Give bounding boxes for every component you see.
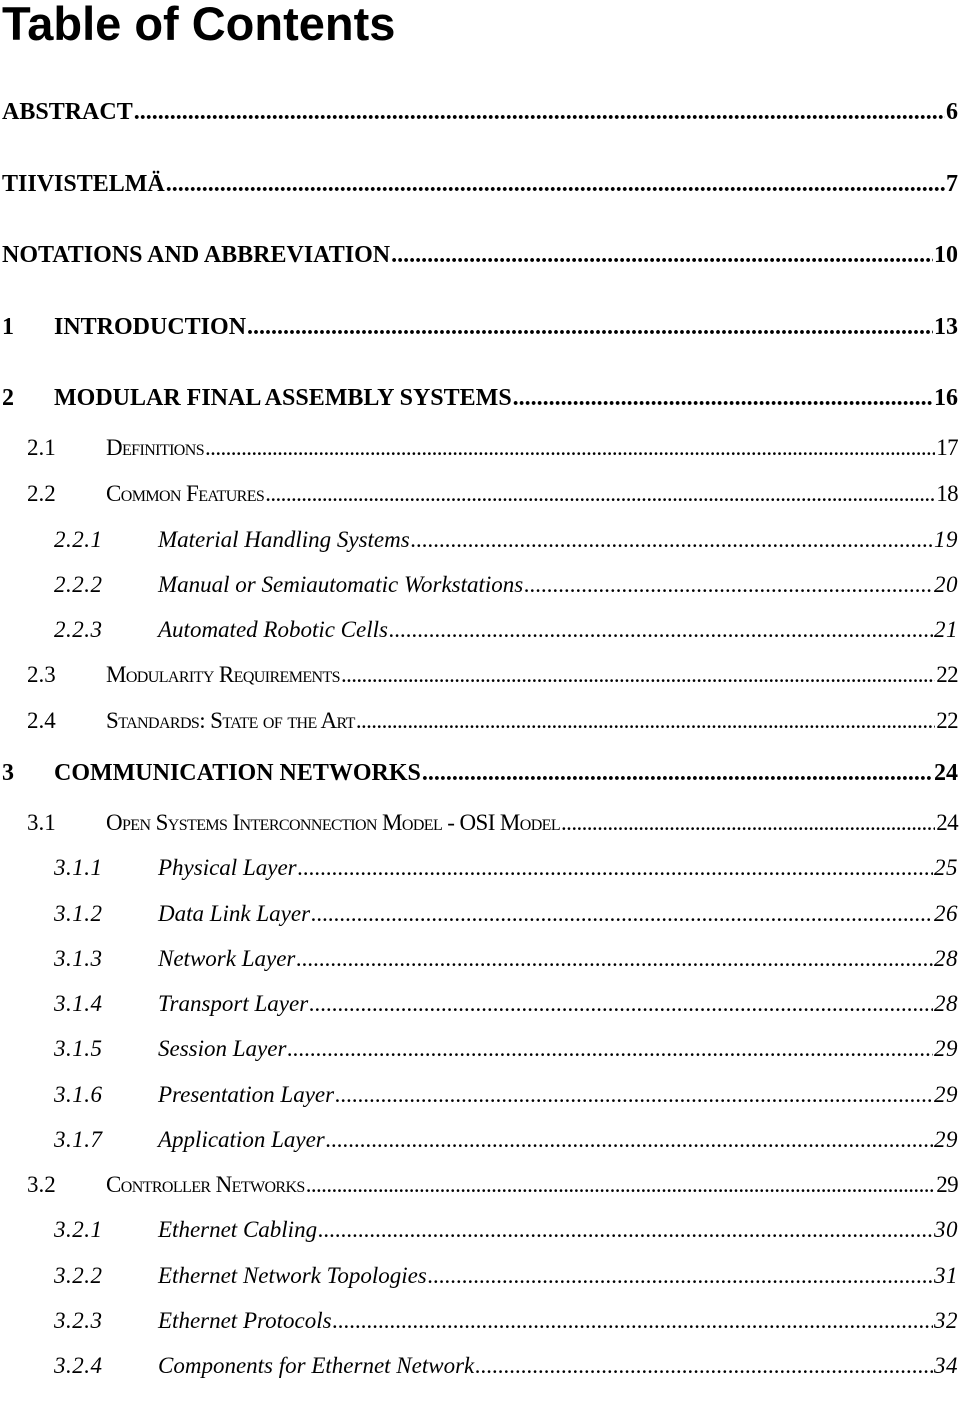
- toc-entry-page-number: 26: [934, 901, 958, 926]
- dot-leader: [333, 1305, 933, 1337]
- toc-entry-number: 3.1.4: [54, 991, 103, 1016]
- toc-entry-number: 3.1: [27, 810, 56, 835]
- toc-entry[interactable]: [0, 852, 958, 884]
- toc-entry-page-number: 24: [936, 810, 958, 835]
- toc-entry-title: Ethernet Network Topologies: [158, 1263, 427, 1288]
- dot-leader: [306, 1169, 935, 1201]
- dot-leader: [389, 614, 933, 646]
- dot-leader: [422, 756, 933, 790]
- toc-entry-page-number: 20: [934, 572, 958, 597]
- toc-entry[interactable]: [0, 1079, 958, 1111]
- dot-leader: [318, 1214, 933, 1246]
- toc-entry[interactable]: [0, 614, 958, 646]
- toc-entry-number: 3.1.1: [54, 855, 103, 880]
- dot-leader: [265, 478, 935, 510]
- toc-entry-number: 3.1.5: [54, 1036, 103, 1061]
- toc-entry-page-number: 19: [934, 527, 958, 552]
- dot-leader: [205, 432, 935, 464]
- toc-entry-number: 3.2.4: [54, 1353, 103, 1378]
- toc-entry[interactable]: [0, 310, 958, 344]
- toc-entry[interactable]: [0, 381, 958, 415]
- toc-entry[interactable]: [0, 1169, 958, 1201]
- toc-entry-title: Material Handling Systems: [158, 527, 410, 552]
- dot-leader: [428, 1260, 933, 1292]
- page-title: Table of Contents: [2, 0, 396, 50]
- dot-leader: [296, 943, 933, 975]
- toc-entry-title: Manual or Semiautomatic Workstations: [158, 572, 524, 597]
- toc-entry-title: Definitions: [106, 435, 205, 460]
- toc-entry-page-number: 29: [934, 1082, 958, 1107]
- toc-entry[interactable]: [0, 1260, 958, 1292]
- toc-entry[interactable]: [0, 1350, 958, 1382]
- dot-leader: [298, 852, 933, 884]
- toc-entry-number: 2.3: [27, 662, 56, 687]
- toc-entry-page-number: 10: [934, 242, 958, 268]
- toc-entry-title: Components for Ethernet Network: [158, 1353, 475, 1378]
- toc-entry[interactable]: [0, 1305, 958, 1337]
- toc-entry-title: Session Layer: [158, 1036, 287, 1061]
- toc-entry-title: Ethernet Protocols: [158, 1308, 332, 1333]
- dot-leader: [341, 659, 935, 691]
- toc-entry-page-number: 24: [934, 760, 958, 786]
- toc-entry-page-number: 17: [936, 435, 958, 460]
- toc-entry-page-number: 22: [936, 662, 958, 687]
- toc-entry-title: Presentation Layer: [158, 1082, 335, 1107]
- dot-leader: [309, 988, 933, 1020]
- toc-entry-page-number: 28: [934, 946, 958, 971]
- toc-entry-number: 2.1: [27, 435, 56, 460]
- toc-entry-page-number: 25: [934, 855, 958, 880]
- toc-entry-number: 3.1.3: [54, 946, 103, 971]
- dot-leader: [134, 95, 945, 129]
- toc-entry-number: 3: [2, 760, 14, 786]
- toc-entry-title: COMMUNICATION NETWORKS: [54, 760, 421, 786]
- toc-entry-page-number: 30: [934, 1217, 958, 1242]
- toc-entry-title: Application Layer: [158, 1127, 325, 1152]
- toc-entry-title: NOTATIONS AND ABBREVIATION: [2, 242, 391, 268]
- dot-leader: [513, 381, 933, 415]
- toc-entry[interactable]: [0, 988, 958, 1020]
- toc-entry-number: 3.2.1: [54, 1217, 103, 1242]
- toc-entry-title: Controller Networks: [106, 1172, 305, 1197]
- toc-entry-title: TIIVISTELMÄ: [2, 171, 165, 197]
- toc-entry[interactable]: [0, 432, 958, 464]
- toc-entry-title: Automated Robotic Cells: [158, 617, 388, 642]
- toc-entry-page-number: 7: [946, 171, 958, 197]
- toc-entry-page-number: 6: [946, 99, 958, 125]
- dot-leader: [287, 1033, 933, 1065]
- toc-entry-page-number: 16: [934, 385, 958, 411]
- dot-leader: [475, 1350, 933, 1382]
- toc-entry-number: 3.2: [27, 1172, 56, 1197]
- toc-entry-number: 3.1.2: [54, 901, 103, 926]
- toc-entry[interactable]: [0, 756, 958, 790]
- toc-entry-number: 3.2.2: [54, 1263, 103, 1288]
- toc-entry-title: Ethernet Cabling: [158, 1217, 318, 1242]
- toc-entry[interactable]: [0, 1214, 958, 1246]
- dot-leader: [561, 807, 935, 839]
- toc-entry-page-number: 29: [934, 1127, 958, 1152]
- toc-entry-title: Standards: State of the Art: [106, 708, 355, 733]
- toc-entry-title: MODULAR FINAL ASSEMBLY SYSTEMS: [54, 385, 512, 411]
- toc-entry-page-number: 22: [936, 708, 958, 733]
- toc-entry-page-number: 18: [936, 481, 958, 506]
- dot-leader: [326, 1124, 933, 1156]
- toc-entry[interactable]: [0, 705, 958, 737]
- toc-entry-title: Common Features: [106, 481, 265, 506]
- toc-entry-number: 2: [2, 385, 14, 411]
- dot-leader: [247, 310, 933, 344]
- toc-entry-title: INTRODUCTION: [54, 314, 247, 340]
- toc-entry-page-number: 34: [934, 1353, 958, 1378]
- toc-entry-page-number: 32: [934, 1308, 958, 1333]
- dot-leader: [391, 238, 933, 272]
- toc-entry-number: 1: [2, 314, 14, 340]
- toc-entry-title: Data Link Layer: [158, 901, 311, 926]
- toc-entry[interactable]: [0, 1033, 958, 1065]
- toc-entry-title: Network Layer: [158, 946, 296, 971]
- toc-entry[interactable]: [0, 1124, 958, 1156]
- dot-leader: [311, 898, 933, 930]
- toc-entry[interactable]: [0, 569, 958, 601]
- toc-entry-number: 3.2.3: [54, 1308, 103, 1333]
- dot-leader: [356, 705, 935, 737]
- toc-entry-number: 2.2.1: [54, 527, 103, 552]
- dot-leader: [335, 1079, 933, 1111]
- toc-entry-number: 2.2.2: [54, 572, 103, 597]
- toc-entry-number: 2.2.3: [54, 617, 103, 642]
- toc-entry[interactable]: [0, 524, 958, 556]
- toc-entry-page-number: 31: [934, 1263, 958, 1288]
- toc-entry-page-number: 13: [934, 314, 958, 340]
- toc-entry-number: 2.4: [27, 708, 56, 733]
- dot-leader: [166, 167, 945, 201]
- toc-entry-page-number: 28: [934, 991, 958, 1016]
- toc-entry-number: 3.1.7: [54, 1127, 103, 1152]
- toc-entry[interactable]: [0, 167, 958, 201]
- toc-entry[interactable]: [0, 807, 958, 839]
- toc-entry-title: ABSTRACT: [2, 99, 133, 125]
- toc-entry-page-number: 29: [936, 1172, 958, 1197]
- toc-entry[interactable]: [0, 478, 958, 510]
- dot-leader: [524, 569, 933, 601]
- toc-entry[interactable]: [0, 898, 958, 930]
- toc-entry[interactable]: [0, 659, 958, 691]
- toc-entry[interactable]: [0, 95, 958, 129]
- toc-entry[interactable]: [0, 238, 958, 272]
- dot-leader: [411, 524, 933, 556]
- toc-entry-number: 2.2: [27, 481, 56, 506]
- toc-entry-title: Transport Layer: [158, 991, 309, 1016]
- toc-entry-number: 3.1.6: [54, 1082, 103, 1107]
- toc-entry-title: Open Systems Interconnection Model - OSI Model: [106, 810, 561, 835]
- toc-entry-title: Physical Layer: [158, 855, 297, 880]
- toc-entry-title: Modularity Requirements: [106, 662, 340, 687]
- toc-entry-page-number: 21: [934, 617, 958, 642]
- toc-entry[interactable]: [0, 943, 958, 975]
- toc-entry-page-number: 29: [934, 1036, 958, 1061]
